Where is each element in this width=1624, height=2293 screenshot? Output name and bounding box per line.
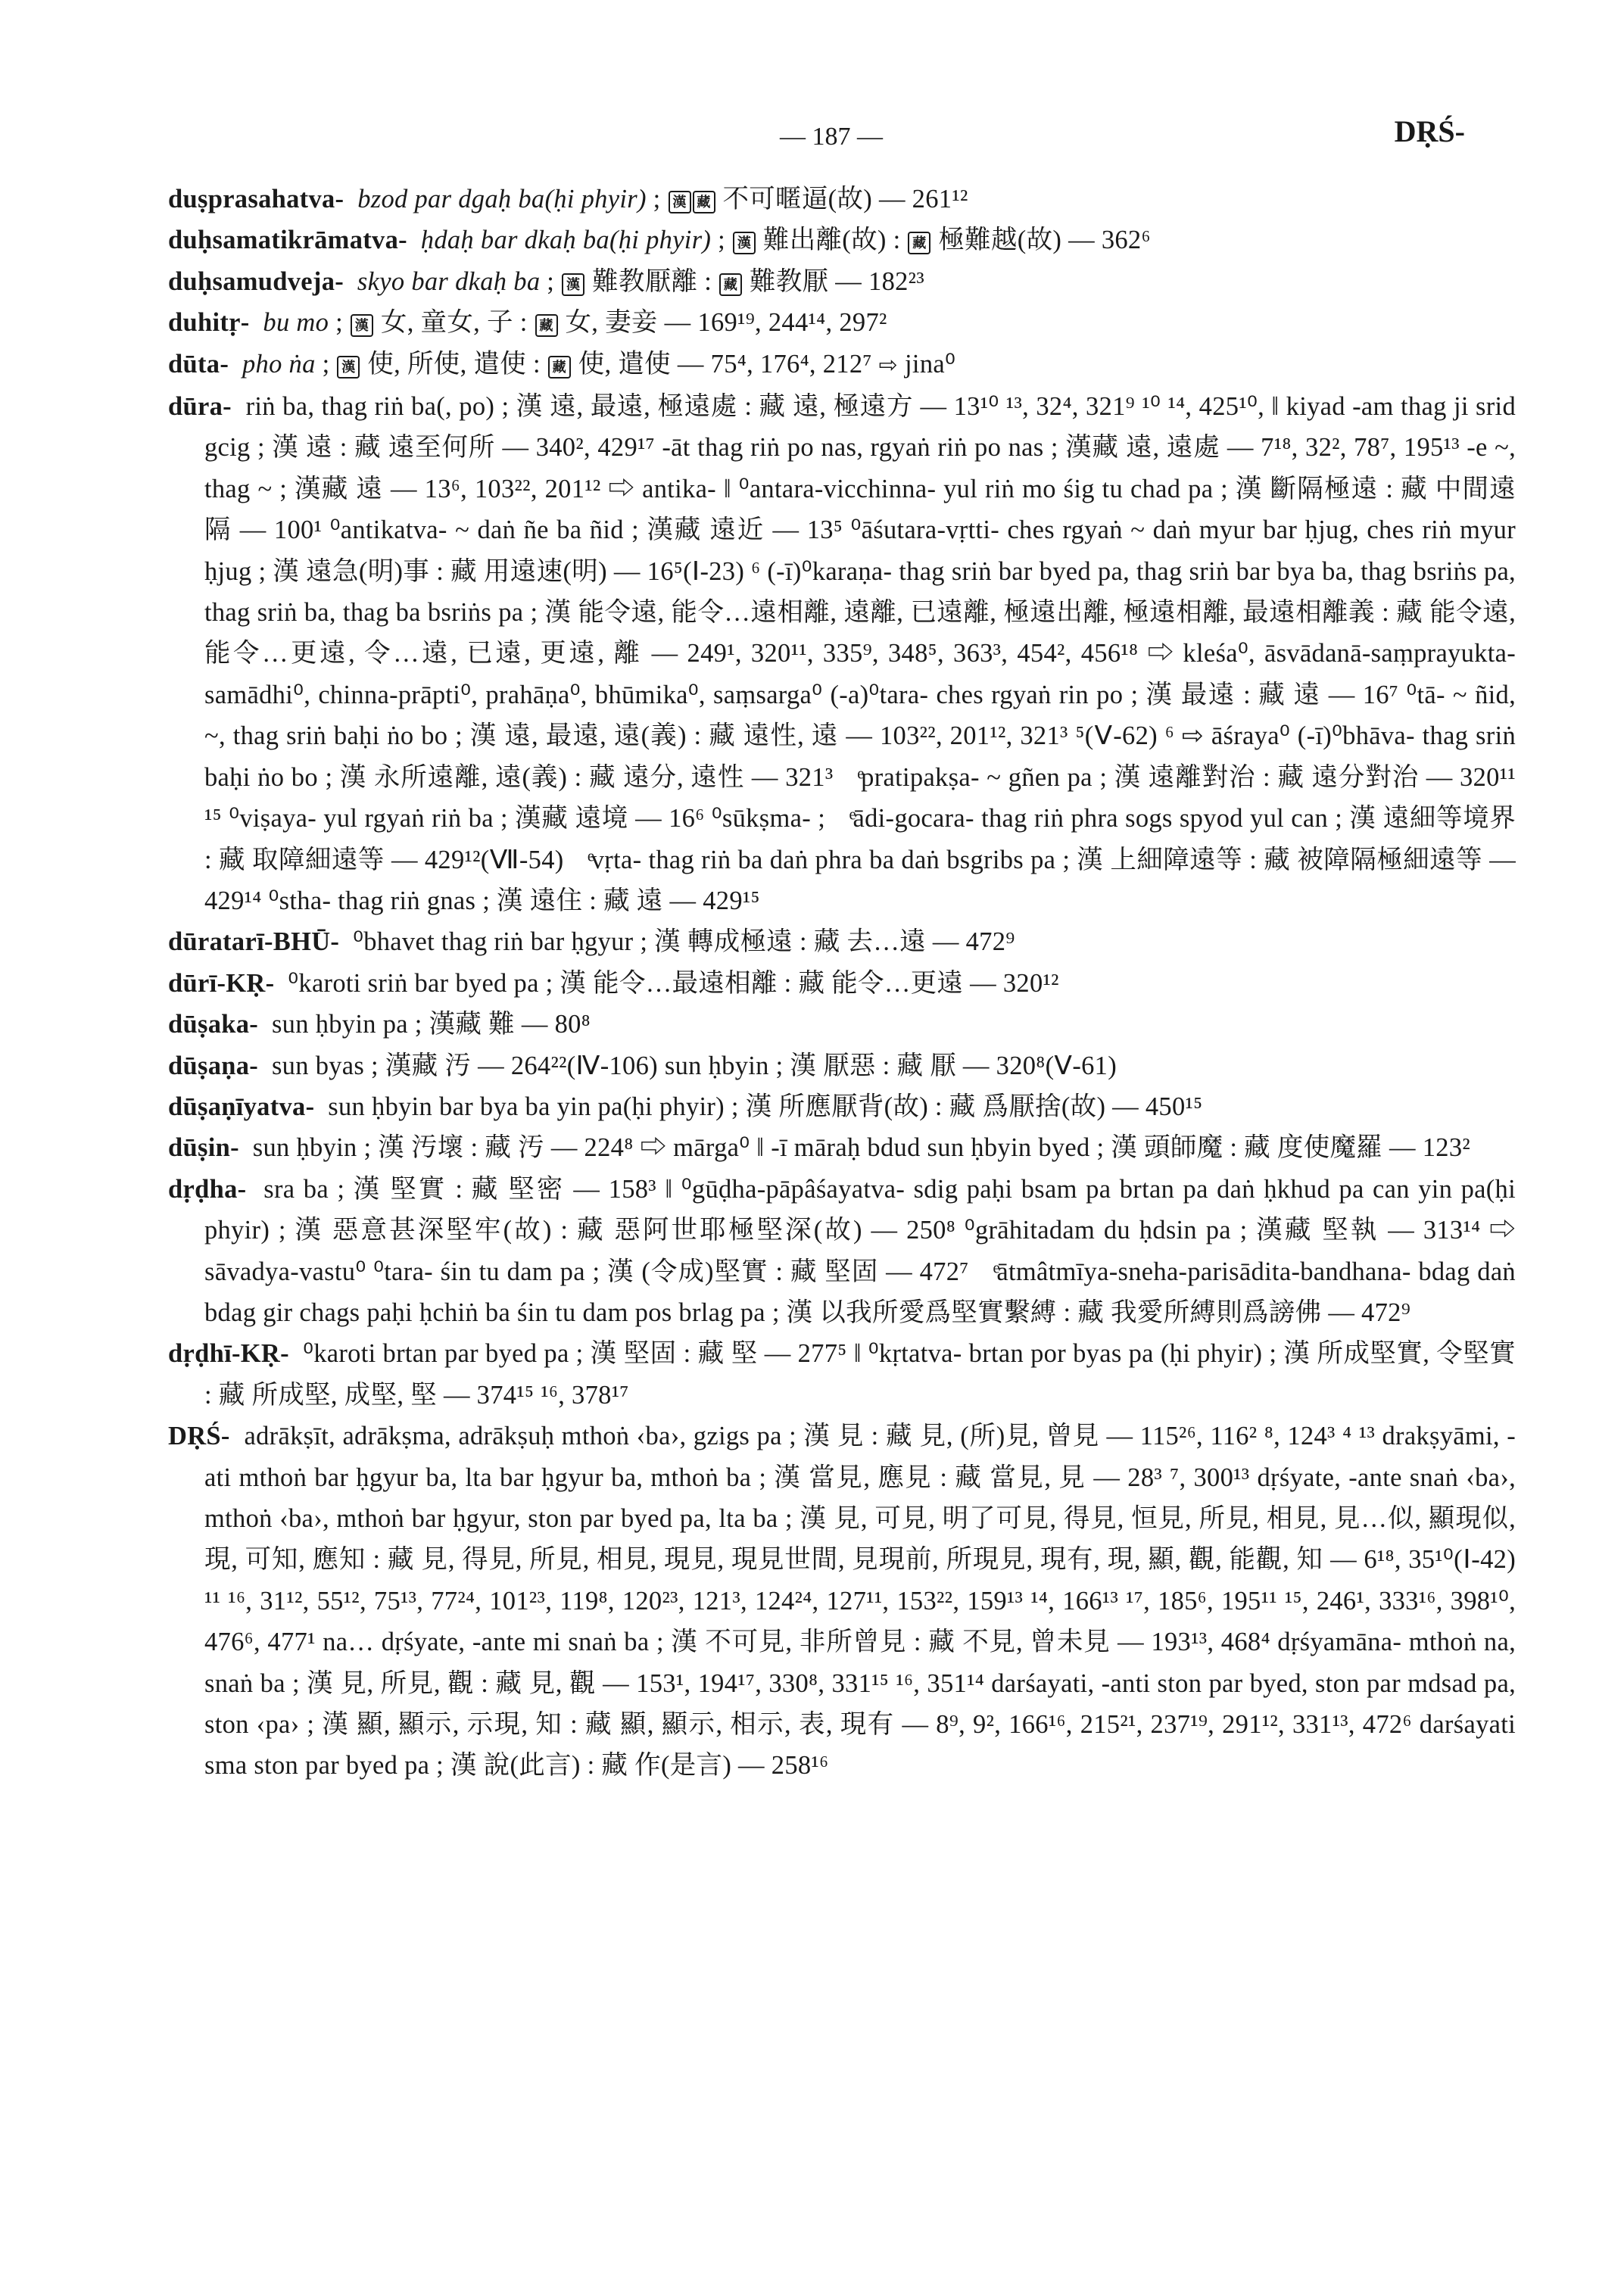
entry-duhitr: duhitṛ- bu mo ; 漢 女, 童女, 子 : 藏 女, 妻妾 — 169¹⁹, 244¹⁴, 297² (168, 308, 887, 338)
entry-headword: dūrī-KṚ- (168, 968, 275, 998)
chinese-han-badge-icon: 漢 (669, 191, 691, 213)
entry-duhsamatikramatva: duḥsamatikrāmatva- ḥdaḥ bar dkaḥ ba(ḥi phyir) ; 漢 難出離(故) : 藏 極難越(故) — 362⁶ (168, 226, 1151, 255)
chinese-zang-badge-icon: 藏 (535, 314, 558, 337)
chinese-zang-badge-icon: 藏 (719, 273, 742, 296)
entry-tibetan: bzod par dgaḥ ba(ḥi phyir) (357, 185, 647, 213)
entry-headword: duḥsamudveja- (168, 266, 344, 296)
entry-body: sra ba ; 漢 堅實 : 藏 堅密 — 158³ ‖ ⁰gūḍha-pāpâśayatva- sdig paḥi bsam pa brtan pa daṅ ḥkhud pa can yin pa(ḥi phyir) ; 漢 惡意甚深堅牢(故) : 藏 惡阿世耶極堅深(故) — 250⁸ ⁰grāhitadam du ḥdsin pa ; 漢藏 堅執 — 313¹⁴ ⇨ sāvadya-vastu⁰ ⁰tara- śin tu dam pa ; 漢 (令成)堅實 : 藏 堅固 — 472⁷ ⁻ͤātmâtmīya-sneha-parisādita-bandhana- bdag daṅ bdag gir chags paḥi ḥchiṅ ba śin tu dam pos brlag pa ; 漢 以我所愛爲堅實繫縛 : 藏 我愛所縛則爲謗佛 — 472⁹ (204, 1174, 1516, 1327)
entry-chinese-zang: 難教厭 (749, 266, 829, 296)
entry-refs: — 182²³ (835, 266, 924, 296)
entry-chinese: 不可暱逼(故) (722, 185, 873, 213)
entry-headword: dṛḍhī-KṚ- (168, 1339, 289, 1369)
chinese-zang-badge-icon: 藏 (548, 356, 571, 379)
entry-body: riṅ ba, thag riṅ ba(, po) ; 漢 遠, 最遠, 極遠處 : 藏 遠, 極遠方 — 13¹⁰ ¹³, 32⁴, 321⁹ ¹⁰ ¹⁴, 425¹⁰, ‖ kiyad -am thag ji srid gcig ; 漢 遠 : 藏 遠至何所 — 340², 429¹⁷ -āt thag riṅ po nas, rgyaṅ riṅ po nas ; 漢藏 遠, 遠處 — 7¹⁸, 32², 78⁷, 195¹³ -e ~, thag ~ ; 漢藏 遠 — 13⁶, 103²², 201¹² ⇨ antika- ‖ ⁰antara-vicchinna- yul riṅ mo śig tu chad pa ; 漢 斷隔極遠 : 藏 中間遠隔 — 100¹ ⁰antikatva- ~ daṅ ñe ba ñid ; 漢藏 遠近 — 13⁵ ⁰āśutara-vṛtti- ches rgyaṅ ~ daṅ myur bar ḥjug, ches riṅ myur ḥjug ; 漢 遠急(明)事 : 藏 用遠速(明) — 16⁵(Ⅰ-23) ⁶ (-ī)⁰karaṇa- thag sriṅ bar byed pa, thag sriṅ bar bya ba, thag bsriṅs pa, thag sriṅ ba, thag ba bsriṅs pa ; 漢 能令遠, 能令…遠相離, 遠離, 已遠離, 極遠出離, 極遠相離, 最遠相離義 : 藏 能令遠, 能令…更遠, 令…遠, 已遠, 更遠, 離 — 249¹, 320¹¹, 335⁹, 348⁵, 363³, 454², 456¹⁸ ⇨ kleśa⁰, āsvādanā-saṃprayukta-samādhi⁰, chinna-prāpti⁰, prahāṇa⁰, bhūmika⁰, saṃsarga⁰ (-a)⁰tara- ches rgyaṅ rin po ; 漢 最遠 : 藏 遠 — 16⁷ ⁰tā- ~ ñid, ~, thag sriṅ baḥi ṅo bo ; 漢 遠, 最遠, 遠(義) : 藏 遠性, 遠 — 103²², 201¹², 321³ ⁵(Ⅴ-62) ⁶ ⇨ āśraya⁰ (-ī)⁰bhāva- thag sriṅ baḥi ṅo bo ; 漢 永所遠離, 遠(義) : 藏 遠分, 遠性 — 321³ ⁻ͤpratipakṣa- ~ gñen pa ; 漢 遠離對治 : 藏 遠分對治 — 320¹¹ ¹⁵ ⁰viṣaya- yul rgyaṅ riṅ ba ; 漢藏 遠境 — 16⁶ ⁰sūkṣma- ; ⁻ͤādi-gocara- thag riṅ phra sogs spyod yul can ; 漢 遠細等境界 : 藏 取障細遠等 — 429¹²(Ⅶ-54) ⁻ͤvṛta- thag riṅ ba daṅ phra ba daṅ bsgribs pa ; 漢 上細障遠等 : 藏 被障隔極細遠等 — 429¹⁴ ⁰stha- thag riṅ gnas ; 漢 遠住 : 藏 遠 — 429¹⁵ (204, 392, 1516, 915)
entry-body: sun ḥbyin ; 漢 汚壞 : 藏 汚 — 224⁸ ⇨ mārga⁰ ‖ -ī māraḥ bdud sun ḥbyin byed ; 漢 頭師魔 : 藏 度使魔羅 — 123² (252, 1133, 1471, 1163)
entry-chinese-zang: 女, 妻妾 (565, 308, 658, 338)
entry-body: ⁰bhavet thag riṅ bar ḥgyur ; 漢 轉成極遠 : 藏 去…遠 — 472⁹ (353, 927, 1015, 957)
entry-headword: dūṣaka- (168, 1010, 259, 1039)
entry-body: adrākṣīt, adrākṣma, adrākṣuḥ mthoṅ ‹ba›, gzigs pa ; 漢 見 : 藏 見, (所)見, 曾見 — 115²⁶, 116² ⁸, 124³ ⁴ ¹³ drakṣyāmi, -ati mthoṅ bar ḥgyur ba, lta bar ḥgyur ba, mthoṅ ba ; 漢 當見, 應見 : 藏 當見, 見 — 28³ ⁷, 300¹³ dṛśyate, -ante snaṅ ‹ba›, mthoṅ ‹ba›, mthoṅ bar ḥgyur, ston par byed pa, lta ba ; 漢 見, 可見, 明了可見, 得見, 恒見, 所見, 相見, 見…似, 顯現似, 現, 可知, 應知 : 藏 見, 得見, 所見, 相見, 現見, 現見世間, 見現前, 所現見, 現有, 現, 顯, 觀, 能觀, 知 — 6¹⁸, 35¹⁰(Ⅰ-42) ¹¹ ¹⁶, 31¹², 55¹², 75¹³, 77²⁴, 101²³, 119⁸, 120²³, 121³, 124²⁴, 127¹¹, 153²², 159¹³ ¹⁴, 166¹³ ¹⁷, 185⁶, 195¹¹ ¹⁵, 246¹, 333¹⁶, 398¹⁰, 476⁶, 477¹ na… dṛśyate, -ante mi snaṅ ba ; 漢 不可見, 非所曾見 : 藏 不見, 曾未見 — 193¹³, 468⁴ dṛśyamāna- mthoṅ na, snaṅ ba ; 漢 見, 所見, 觀 : 藏 見, 觀 — 153¹, 194¹⁷, 330⁸, 331¹⁵ ¹⁶, 351¹⁴ darśayati, -anti ston par byed, ston par mdsad pa, ston ‹pa› ; 漢 顯, 顯示, 示現, 知 : 藏 顯, 顯示, 相示, 表, 現有 — 8⁹, 9², 166¹⁶, 215²¹, 237¹⁹, 291¹², 331¹³, 472⁶ darśayati sma ston par byed pa ; 漢 說(此言) : 藏 作(是言) — 258¹⁶ (204, 1422, 1516, 1781)
chinese-zang-badge-icon: 藏 (693, 191, 715, 213)
entry-headword: dūra- (168, 392, 232, 422)
entry-tibetan: ḥdaḥ bar dkaḥ ba(ḥi phyir) (420, 226, 712, 255)
chinese-han-badge-icon: 漢 (733, 232, 756, 254)
entry-dusana (168, 1045, 1516, 1086)
entry-refs: — 75⁴, 176⁴, 212⁷ (677, 349, 872, 379)
entry-duratari-bhu (168, 921, 1516, 962)
entry-headword: duhitṛ- (168, 308, 250, 338)
entry-headword: DṚŚ- (168, 1422, 230, 1451)
entry-duta: dūta- pho ṅa ; 漢 使, 所使, 遣使 : 藏 使, 遣使 — 75⁴, 176⁴, 212⁷ ⇨ jina⁰ (168, 349, 956, 379)
entry-chinese-zang: 極難越(故) (938, 226, 1062, 255)
entry-headword: dūṣaṇa- (168, 1051, 259, 1080)
entry-duhsamudveja: duḥsamudveja- skyo bar dkaḥ ba ; 漢 難教厭離 : 藏 難教厭 — 182²³ (168, 266, 924, 296)
entry-headword: dṛḍha- (168, 1174, 247, 1204)
entry-dusaka (168, 1004, 1516, 1045)
page-number: — 187 — (780, 123, 883, 151)
entry-chinese-han: 使, 所使, 遣使 (367, 349, 527, 379)
entry-body: sun byas ; 漢藏 汚 — 264²²(Ⅳ-106) sun ḥbyin ; 漢 厭惡 : 藏 厭 — 320⁸(Ⅴ-61) (271, 1051, 1117, 1080)
cross-reference-arrow-icon: ⇨ (878, 351, 899, 379)
entry-duspra: duṣprasahatva- bzod par dgaḥ ba(ḥi phyir) ; 漢 藏 不可暱逼(故) — 261¹² (168, 185, 968, 213)
entry-headword: duṣprasahatva- (168, 185, 344, 213)
entry-chinese-zang: 使, 遣使 (578, 349, 671, 379)
entry-dusin (168, 1127, 1516, 1168)
dictionary-entries (168, 179, 1516, 1787)
entry-chinese-han: 難教厭離 (592, 266, 698, 296)
entry-drdhi-kr (168, 1333, 1516, 1416)
entry-refs: — 362⁶ (1068, 226, 1151, 255)
running-head: DṚŚ- (1394, 114, 1465, 148)
entry-dura (168, 386, 1516, 921)
entry-duri-kr (168, 963, 1516, 1004)
chinese-zang-badge-icon: 藏 (908, 232, 930, 254)
entry-drdha (168, 1169, 1516, 1334)
entry-headword: dūta- (168, 349, 229, 379)
entry-body: sun ḥbyin pa ; 漢藏 難 — 80⁸ (271, 1010, 591, 1039)
entry-headword: dūṣin- (168, 1133, 239, 1163)
entry-body: ⁰karoti brtan par byed pa ; 漢 堅固 : 藏 堅 — 277⁵ ‖ ⁰kṛtatva- brtan por byas pa (ḥi phyir) ; 漢 所成堅實, 令堅實 : 藏 所成堅, 成堅, 堅 — 374¹⁵ ¹⁶, 378¹⁷ (204, 1339, 1516, 1410)
entry-body: sun ḥbyin bar bya ba yin pa(ḥi phyir) ; 漢 所應厭背(故) : 藏 爲厭捨(故) — 450¹⁵ (328, 1092, 1203, 1121)
page-header (0, 114, 1624, 159)
entry-refs: — 261¹² (878, 185, 968, 213)
entry-chinese-han: 難出離(故) (762, 226, 887, 255)
entry-body: ⁰karoti sriṅ bar byed pa ; 漢 能令…最遠相離 : 藏 能令…更遠 — 320¹² (288, 968, 1059, 998)
chinese-han-badge-icon: 漢 (562, 273, 584, 296)
entry-dusaniyatva (168, 1086, 1516, 1127)
chinese-han-badge-icon: 漢 (337, 356, 360, 379)
entry-refs: — 169¹⁹, 244¹⁴, 297² (664, 308, 887, 338)
entry-headword: duḥsamatikrāmatva- (168, 226, 407, 255)
chinese-han-badge-icon: 漢 (351, 314, 373, 337)
entry-tibetan: bu mo (263, 308, 329, 338)
entry-xref: jina⁰ (905, 349, 956, 379)
entry-tibetan: skyo bar dkaḥ ba (357, 266, 541, 296)
entry-drs (168, 1416, 1516, 1787)
entry-chinese-han: 女, 童女, 子 (380, 308, 513, 338)
entry-headword: dūratarī-BHŪ- (168, 927, 340, 957)
entry-tibetan: pho ṅa (242, 349, 316, 379)
entry-headword: dūṣaṇīyatva- (168, 1092, 315, 1121)
